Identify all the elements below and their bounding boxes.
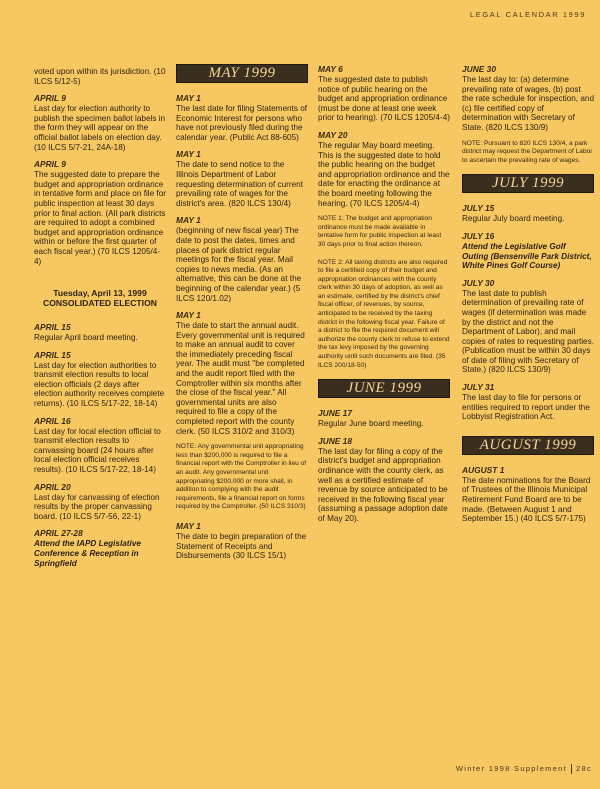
election-title: CONSOLIDATED ELECTION: [43, 298, 157, 309]
entry-text: The last date to publish determination of prevailing rate of wages (if determination was made by the district and not the Department of Labor), and mail copies of rates to requesting parties. (Publication must be within 30 days of date of filing with Secretary of State.) (820 ILCS 130/9): [462, 288, 594, 375]
entry-date: APRIL 9: [34, 93, 66, 104]
entry: [318, 64, 450, 123]
column-3: [318, 64, 450, 531]
entry: [462, 203, 594, 224]
entry-text: Regular July board meeting.: [462, 214, 565, 224]
entry-text: The last day for filing a copy of the district's budget and appropriation ordinance with the county clerk, as well as a certified estimate of revenue by source anticipated to be received in the following fiscal year (assuming a passage adoption date of May 20).: [318, 446, 448, 523]
entry-date: APRIL 20: [34, 481, 71, 492]
entry: [462, 231, 594, 271]
entry: [462, 465, 594, 524]
entry-date: JULY 15: [462, 203, 495, 214]
entry-text: Regular June board meeting.: [318, 419, 424, 429]
entry-date: JULY 30: [462, 277, 495, 288]
entry-text: The date to send notice to the Illinois Department of Labor requesting determination of current prevailing rate of wages for the district's area. (820 ILCS 130/4): [176, 160, 303, 208]
entry-date: MAY 6: [318, 64, 343, 74]
entry-date: MAY 1: [176, 215, 201, 226]
entry-date: JUNE 30: [462, 64, 496, 74]
entry-date: MAY 1: [176, 310, 201, 321]
entry-date: MAY 1: [176, 93, 201, 103]
entry-text: Attend the IAPD Legislative Conference & Reception in Springfield: [34, 539, 141, 568]
entry-date: JULY 31: [462, 382, 495, 393]
note: NOTE: Any governmental unit appropriating less than $200,000 is required to file a financial report with the Comptroller in lieu of an audit. Any governmental unit appropriating $200,000 or more shall, in addition to complying with the audit requirements, file a financial report on forms required by the Comptroller. (50 ILCS 310/3): [176, 443, 307, 511]
entry: [176, 521, 308, 561]
entry-date: APRIL 15: [34, 349, 71, 360]
entry: [318, 436, 450, 524]
entry: [176, 149, 308, 208]
publication-issue: Winter 1998 Supplement: [455, 763, 567, 773]
entry: [34, 67, 166, 86]
column-4: [462, 64, 594, 531]
entry: [34, 528, 166, 568]
entry-date: APRIL 16: [34, 415, 71, 426]
month-banner-july: JULY 1999: [462, 174, 594, 193]
entry-date: APRIL 15: [34, 322, 71, 333]
entry: [176, 215, 308, 303]
entry-text: The last date for filing Statements of Economic Interest for persons who have not previously filed during the calendar year. (Public Act 88-605): [176, 104, 308, 142]
entry: [34, 93, 166, 152]
entry-date: JUNE 17: [318, 408, 352, 419]
month-banner-august: AUGUST 1999: [462, 436, 594, 455]
entry: [318, 408, 450, 429]
entry-date: AUGUST 1: [462, 464, 505, 475]
entry-text: The date nominations for the Board of Trustees of the Illinois Municipal Retirement Fund Board are to be made. (Between August 1 and September 15.) (40 ILCS 5/7-175): [462, 475, 591, 524]
entry: [462, 382, 594, 422]
entry-text: The last day to: (a) determine prevailing rate of wages, (b) post the rate schedule for inspection, and (c) file certified copy of determination with Secretary of State. (820 ILCS 130/9): [462, 75, 594, 132]
entry: [176, 93, 308, 142]
month-banner-june: JUNE 1999: [318, 379, 450, 398]
column-2: [176, 64, 308, 568]
entry: [34, 322, 166, 343]
entry-text: Last day for election authority to publish the specimen ballot labels in the form they will appear on the official ballot labels on election day. (10 ILCS 5/7-21, 24A-18): [34, 104, 166, 152]
entry: [34, 416, 166, 475]
column-1: [34, 67, 166, 575]
page-number: 28c: [576, 763, 592, 773]
entry-text: The last day to file for persons or entities required to report under the Lobbyist Registration Act.: [462, 393, 590, 422]
entry-text: Regular April board meeting.: [34, 333, 138, 343]
entry-text: The date to begin preparation of the Statement of Receipts and Disbursements (30 ILCS 15/1): [176, 531, 307, 561]
entry: [34, 482, 166, 522]
entry-text: Last day for election authorities to transmit election results to local election officials (2 days after election authority receives complete returns). (10 ILCS 5/17-22, 18-14): [34, 360, 165, 409]
entry: [462, 64, 594, 133]
entry-date: MAY 1: [176, 149, 201, 160]
entry-date: MAY 1: [176, 520, 201, 531]
entry-date: APRIL 9: [34, 159, 66, 170]
entry-date: MAY 20: [318, 129, 348, 140]
election-date: Tuesday, April 13, 1999: [53, 288, 147, 299]
entry-text: Attend the Legislative Golf Outing (Bensenville Park District, White Pines Golf Course): [462, 241, 592, 271]
entry-text: The regular May board meeting. This is the suggested date to hold the public hearing on the budget and appropriation ordinance and the date for enacting the ordinance at the board meeting following the hearing. (70 ILCS 1205/4-4): [318, 140, 450, 208]
entry-text: Last day for local election official to transmit election results to canvassing board (24 hours after local election official receives results). (10 ILCS 5/17-22, 18-14): [34, 426, 161, 475]
entry-text: Last day for canvassing of election results by the proper canvassing board. (10 ILCS 5/7-56, 22-1): [34, 492, 160, 521]
election-heading: [34, 288, 166, 308]
entry-date: JUNE 18: [318, 435, 352, 446]
entry: [34, 159, 166, 266]
page-footer: [456, 764, 592, 774]
note-2: NOTE 2: All taxing districts are also required to file a certified copy of their budget and appropriation ordinances with the county clerk within 30 days of adoption, as well as an estimate, certified by the district's chief fiscal officer, of revenues, by source, anticipated to be received by the taxing district in the following fiscal year. Failure of a district to file the required document will authorize the county clerk to refuse to extend the tax levy imposed by the governing authority until such documents are filed. (35 ILCS 200/18-50): [318, 258, 450, 369]
entry-date: APRIL 27-28: [34, 528, 83, 539]
entry: [318, 130, 450, 208]
month-banner-may: MAY 1999: [176, 64, 308, 83]
entry-text: voted upon within its jurisdiction. (10 ILCS 5/12-5): [34, 67, 166, 86]
entry-text: The date to start the annual audit. Every governmental unit is required to make an annual audit to cover the immediately preceding fiscal year. The audit must "be completed and the audit report filed with the Comptroller within six months after the close of the fiscal year." All governmental units are also required to file a copy of the completed report with the county clerk. (50 ILCS 310/2 and 310/3): [176, 321, 305, 436]
note: NOTE: Pursuant to 820 ILCS 130/4, a park district may request the Department of Labor to ascertain the prevailing rate of wages.: [462, 139, 593, 164]
entry-text: The suggested date to prepare the budget and appropriation ordinance in tentative form and place on file for public inspection at least 30 days prior to final action. (All park districts are required to adopt a combined budget and appropriation ordinance within or before the first quarter of each fiscal year.) (70 ILCS 1205/4-4): [34, 170, 166, 266]
footer-divider: [571, 764, 572, 774]
entry-date: JULY 16: [462, 230, 495, 241]
entry: [462, 278, 594, 375]
running-head: LEGAL CALENDAR 1999: [470, 10, 586, 19]
entry-text: (beginning of new fiscal year) The date to post the dates, times and places of park district regular meetings for the fiscal year. Mail copies to news media. (As an alternative, this can be done at the beginning of the calendar year.) (5 ILCS 120/1.02): [176, 226, 302, 303]
entry: [176, 310, 308, 436]
entry: [34, 350, 166, 409]
note-1: NOTE 1: The budget and appropriation ordinance must be made available in tentative form for public inspection at least 30 days prior to final action thereon.: [318, 215, 442, 248]
entry-text: The suggested date to publish notice of public hearing on the budget and appropriation ordinance (must be done at least one week prior to hearing). (70 ILCS 1205/4-4): [318, 75, 450, 123]
